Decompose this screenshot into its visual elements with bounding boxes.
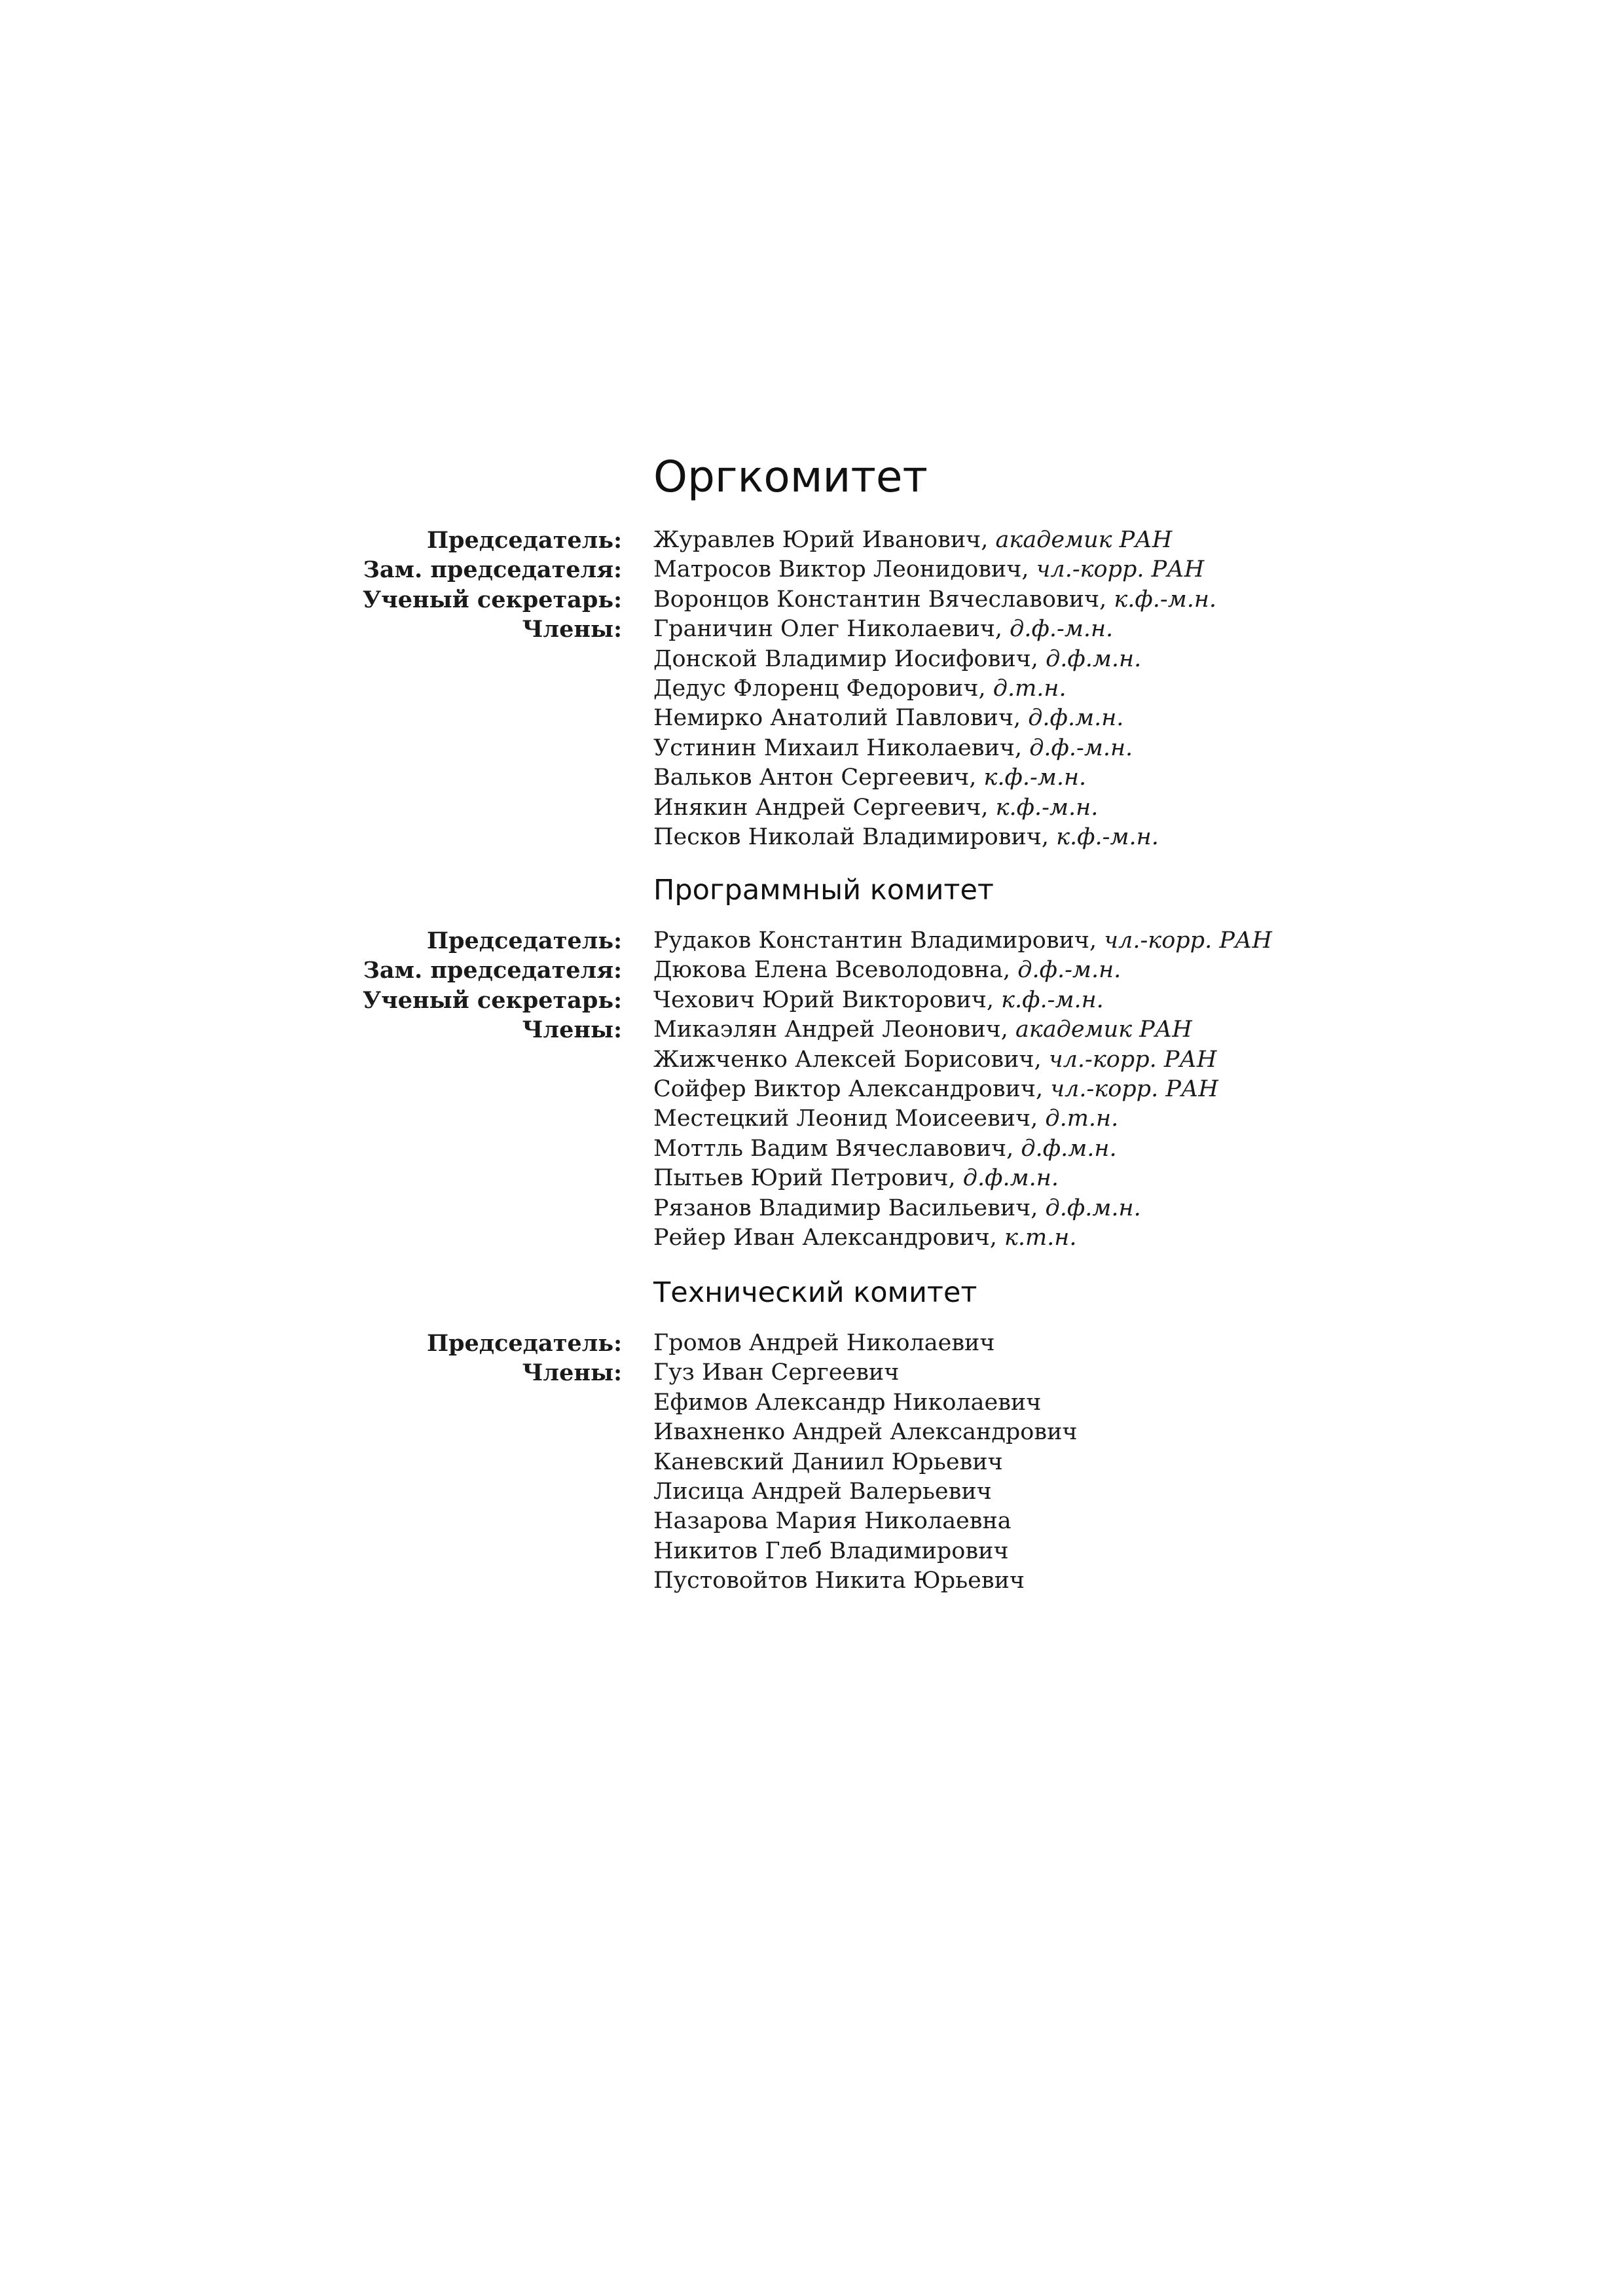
- role-label: Председатель:: [426, 927, 622, 954]
- role-label: Члены:: [522, 1359, 622, 1387]
- member-name: Матросов Виктор Леонидович, чл.-корр. РАН: [653, 556, 1205, 583]
- member-name: Лисица Андрей Валерьевич: [653, 1478, 992, 1505]
- member-degree: д.т.н.: [1045, 1105, 1119, 1132]
- member-degree: к.ф.-м.н.: [1114, 586, 1217, 613]
- member-name: Дедус Флоренц Федорович, д.т.н.: [653, 675, 1067, 702]
- member-name: Вальков Антон Сергеевич, к.ф.-м.н.: [653, 764, 1087, 791]
- member-name: Громов Андрей Николаевич: [653, 1330, 995, 1356]
- role-label: Ученый секретарь:: [362, 586, 622, 613]
- list-item: [0, 1537, 1623, 1566]
- list-item: [0, 1358, 1623, 1388]
- list-item: [0, 1507, 1623, 1536]
- member-name: Сойфер Виктор Александрович, чл.-корр. РАН: [653, 1075, 1218, 1102]
- member-name: Дюкова Елена Всеволодовна, д.ф.-м.н.: [653, 957, 1122, 984]
- member-list: [0, 926, 1623, 1253]
- member-name: Никитов Глеб Владимирович: [653, 1537, 1009, 1564]
- member-name: Немирко Анатолий Павлович, д.ф.м.н.: [653, 705, 1124, 732]
- list-item: [0, 1045, 1623, 1075]
- member-degree: д.ф.м.н.: [1046, 645, 1142, 672]
- member-name: Назарова Мария Николаевна: [653, 1508, 1012, 1535]
- member-name: Устинин Михаил Николаевич, д.ф.-м.н.: [653, 734, 1133, 761]
- member-degree: к.ф.-м.н.: [983, 764, 1087, 791]
- list-item: [0, 1388, 1623, 1418]
- member-degree: д.ф.м.н.: [1021, 1135, 1117, 1162]
- member-degree: к.т.н.: [1004, 1224, 1077, 1251]
- list-item: [0, 823, 1623, 852]
- member-name: Жижченко Алексей Борисович, чл.-корр. РАН: [653, 1046, 1217, 1073]
- role-label: Председатель:: [426, 527, 622, 554]
- member-degree: д.т.н.: [993, 675, 1067, 702]
- member-degree: чл.-корр. РАН: [1036, 556, 1205, 583]
- section-title: Технический комитет: [653, 1276, 977, 1309]
- list-item: [0, 1134, 1623, 1164]
- list-item: [0, 645, 1623, 674]
- list-item: [0, 1015, 1623, 1045]
- role-label: Председатель:: [426, 1330, 622, 1357]
- list-item: [0, 1448, 1623, 1477]
- member-name: Рудаков Константин Владимирович, чл.-корр. РАН: [653, 927, 1272, 954]
- member-degree: академик РАН: [1015, 1016, 1192, 1043]
- list-item: [0, 793, 1623, 823]
- member-degree: д.ф.-м.н.: [1010, 616, 1114, 643]
- member-name: Граничин Олег Николаевич, д.ф.-м.н.: [653, 616, 1114, 643]
- list-item: [0, 526, 1623, 555]
- member-degree: д.ф.-м.н.: [1017, 957, 1122, 984]
- role-label: Зам. председателя:: [363, 957, 622, 984]
- member-name: Моттль Вадим Вячеславович, д.ф.м.н.: [653, 1135, 1117, 1162]
- list-item: [0, 926, 1623, 956]
- member-name: Инякин Андрей Сергеевич, к.ф.-м.н.: [653, 794, 1099, 821]
- list-item: [0, 734, 1623, 763]
- role-label: Члены:: [522, 1016, 622, 1044]
- list-item: [0, 1194, 1623, 1223]
- member-degree: к.ф.-м.н.: [1056, 823, 1159, 850]
- member-degree: д.ф.-м.н.: [1029, 734, 1133, 761]
- list-item: [0, 1104, 1623, 1134]
- member-degree: чл.-корр. РАН: [1048, 1046, 1217, 1073]
- list-item: [0, 1477, 1623, 1507]
- list-item: [0, 585, 1623, 615]
- member-name: Ивахненко Андрей Александрович: [653, 1419, 1078, 1446]
- member-degree: д.ф.м.н.: [1028, 705, 1124, 732]
- member-name: Донской Владимир Иосифович, д.ф.м.н.: [653, 645, 1142, 672]
- member-degree: к.ф.-м.н.: [1001, 986, 1104, 1013]
- member-name: Местецкий Леонид Моисеевич, д.т.н.: [653, 1105, 1119, 1132]
- list-item: [0, 1329, 1623, 1358]
- list-item: [0, 674, 1623, 704]
- list-item: [0, 986, 1623, 1015]
- list-item: [0, 704, 1623, 733]
- member-name: Ефимов Александр Николаевич: [653, 1389, 1042, 1416]
- member-name: Пытьев Юрий Петрович, д.ф.м.н.: [653, 1165, 1059, 1192]
- member-list: [0, 1329, 1623, 1596]
- member-name: Журавлев Юрий Иванович, академик РАН: [653, 527, 1173, 553]
- member-degree: академик РАН: [995, 527, 1173, 553]
- list-item: [0, 1075, 1623, 1104]
- list-item: [0, 1164, 1623, 1193]
- list-item: [0, 956, 1623, 985]
- list-item: [0, 1223, 1623, 1253]
- member-name: Рязанов Владимир Васильевич, д.ф.м.н.: [653, 1194, 1141, 1221]
- member-list: [0, 526, 1623, 852]
- member-name: Рейер Иван Александрович, к.т.н.: [653, 1224, 1077, 1251]
- list-item: [0, 555, 1623, 584]
- member-degree: к.ф.-м.н.: [995, 794, 1099, 821]
- member-name: Чехович Юрий Викторович, к.ф.-м.н.: [653, 986, 1104, 1013]
- role-label: Ученый секретарь:: [362, 986, 622, 1014]
- member-degree: д.ф.м.н.: [962, 1165, 1059, 1192]
- member-degree: чл.-корр. РАН: [1050, 1075, 1218, 1102]
- member-name: Воронцов Константин Вячеславович, к.ф.-м.н.: [653, 586, 1217, 613]
- role-label: Зам. председателя:: [363, 556, 622, 584]
- member-name: Каневский Даниил Юрьевич: [653, 1448, 1003, 1475]
- member-degree: д.ф.м.н.: [1045, 1194, 1141, 1221]
- member-name: Микаэлян Андрей Леонович, академик РАН: [653, 1016, 1192, 1043]
- list-item: [0, 1418, 1623, 1447]
- member-name: Пустовойтов Никита Юрьевич: [653, 1568, 1025, 1594]
- role-label: Члены:: [522, 616, 622, 643]
- list-item: [0, 763, 1623, 793]
- member-degree: чл.-корр. РАН: [1104, 927, 1272, 954]
- member-name: Песков Николай Владимирович, к.ф.-м.н.: [653, 823, 1159, 850]
- section-title: Оргкомитет: [653, 452, 928, 502]
- member-name: Гуз Иван Сергеевич: [653, 1359, 900, 1386]
- list-item: [0, 615, 1623, 644]
- list-item: [0, 1566, 1623, 1596]
- section-title: Программный комитет: [653, 874, 994, 906]
